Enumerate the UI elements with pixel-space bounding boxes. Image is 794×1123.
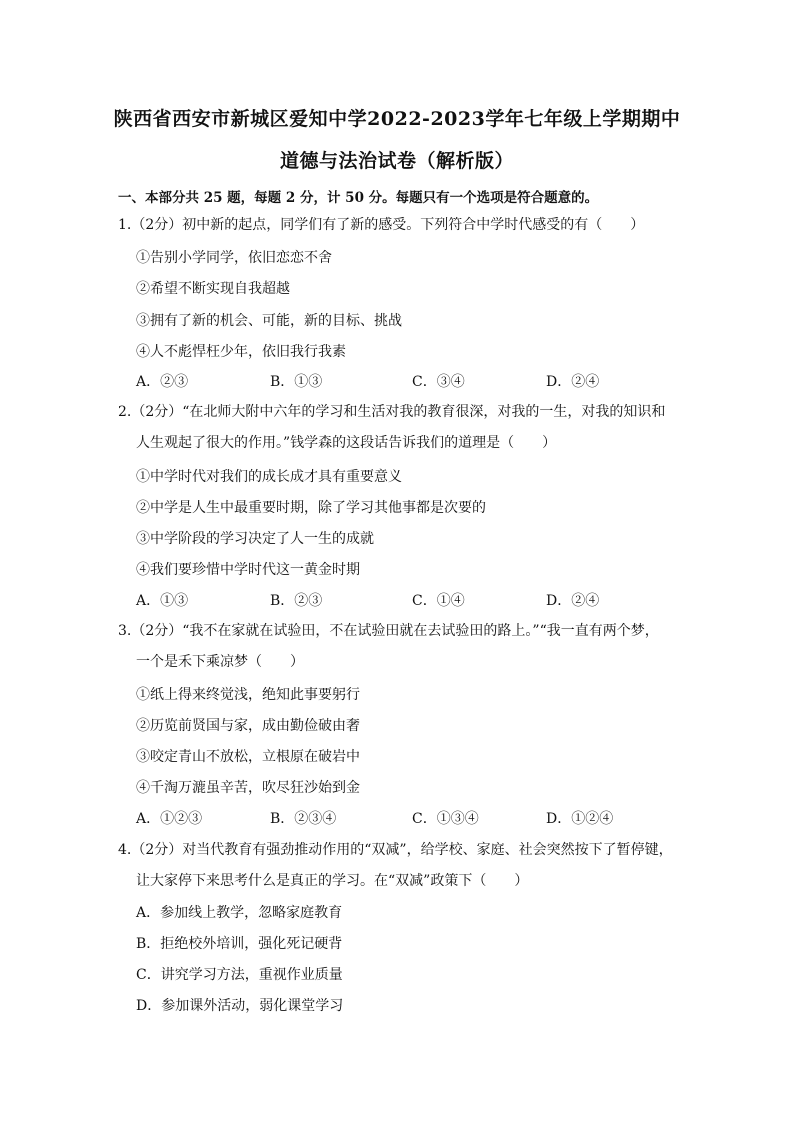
exam-title-line2: 道德与法治试卷（解析版） bbox=[279, 150, 514, 172]
section-heading: 一、本部分共 25 题，每题 2 分，计 50 分。每题只有一个选项是符合题意的。 bbox=[118, 190, 599, 206]
question-2-choice-a: A．①③ bbox=[136, 593, 189, 609]
question-3-stem-line1: 3.（2分）“我不在家就在试验田，不在试验田就在去试验田的路上。”“我一直有两个梦， bbox=[118, 623, 659, 639]
question-2-stem-line2: 人生观起了很大的作用。”钱学森的这段话告诉我们的道理是（ ） bbox=[136, 435, 557, 451]
question-2-stem bbox=[118, 397, 678, 459]
question-1-stem-line1: 1.（2分）初中新的起点，同学们有了新的感受。下列符合中学时代感受的有（ ） bbox=[118, 217, 645, 233]
question-2-choices bbox=[136, 591, 696, 611]
question-2-item-4: ④我们要珍惜中学时代这一黄金时期 bbox=[136, 562, 360, 578]
question-1-stem bbox=[118, 210, 678, 241]
question-4-stem-line2: 让大家停下来思考什么是真正的学习。在“双减”政策下（ ） bbox=[136, 873, 529, 889]
question-1-choices bbox=[136, 372, 696, 392]
question-3-choice-b: B．②③④ bbox=[270, 811, 337, 827]
question-2-choice-b: B．②③ bbox=[270, 593, 323, 609]
question-2-stem-line1: 2.（2分）“在北师大附中六年的学习和生活对我的教育很深，对我的一生，对我的知识和 bbox=[118, 404, 666, 420]
question-2-item-2: ②中学是人生中最重要时期，除了学习其他事都是次要的 bbox=[136, 500, 486, 516]
question-3-choices bbox=[136, 809, 696, 829]
question-2-item-3: ③中学阶段的学习决定了人一生的成就 bbox=[136, 531, 374, 547]
question-4-stem-line1: 4.（2分）对当代教育有强劲推动作用的“双减”，给学校、家庭、社会突然按下了暂停键， bbox=[118, 842, 673, 858]
question-4-option-c: C．讲究学习方法，重视作业质量 bbox=[136, 967, 343, 983]
question-3-stem bbox=[118, 616, 678, 678]
question-4-option-b: B．拒绝校外培训，强化死记硬背 bbox=[136, 936, 343, 952]
exam-title-line1: 陕西省西安市新城区爱知中学2022-2023学年七年级上学期期中 bbox=[113, 108, 681, 130]
question-3-choice-d: D．①②④ bbox=[546, 811, 614, 827]
question-1-choice-a: A．②③ bbox=[136, 374, 189, 390]
question-3-choice-c: C．①③④ bbox=[412, 811, 479, 827]
question-2-choice-d: D．②④ bbox=[546, 593, 600, 609]
question-3-stem-line2: 一个是禾下乘凉梦（ ） bbox=[136, 654, 304, 670]
question-3-item-2: ②历览前贤国与家，成由勤俭破由奢 bbox=[136, 718, 360, 734]
question-2-choice-c: C．①④ bbox=[412, 593, 465, 609]
question-3-item-3: ③咬定青山不放松，立根原在破岩中 bbox=[136, 749, 360, 765]
question-3-item-4: ④千淘万漉虽辛苦，吹尽狂沙始到金 bbox=[136, 780, 360, 796]
question-1-item-2: ②希望不断实现自我超越 bbox=[136, 281, 290, 297]
question-2-item-1: ①中学时代对我们的成长成才具有重要意义 bbox=[136, 469, 402, 485]
question-3-choice-a: A．①②③ bbox=[136, 811, 203, 827]
question-1-item-4: ④人不彪悍枉少年，依旧我行我素 bbox=[136, 344, 346, 360]
question-1-choice-c: C．③④ bbox=[412, 374, 465, 390]
question-1-choice-d: D．②④ bbox=[546, 374, 600, 390]
question-1-item-3: ③拥有了新的机会、可能，新的目标、挑战 bbox=[136, 313, 402, 329]
question-4-option-a: A．参加线上教学，忽略家庭教育 bbox=[136, 905, 343, 921]
question-1-item-1: ①告别小学同学，依旧恋恋不舍 bbox=[136, 250, 332, 266]
question-4-option-d: D．参加课外活动，弱化课堂学习 bbox=[136, 998, 344, 1014]
question-3-item-1: ①纸上得来终觉浅，绝知此事要躬行 bbox=[136, 687, 360, 703]
question-1-choice-b: B．①③ bbox=[270, 374, 323, 390]
question-4-stem bbox=[118, 835, 678, 897]
